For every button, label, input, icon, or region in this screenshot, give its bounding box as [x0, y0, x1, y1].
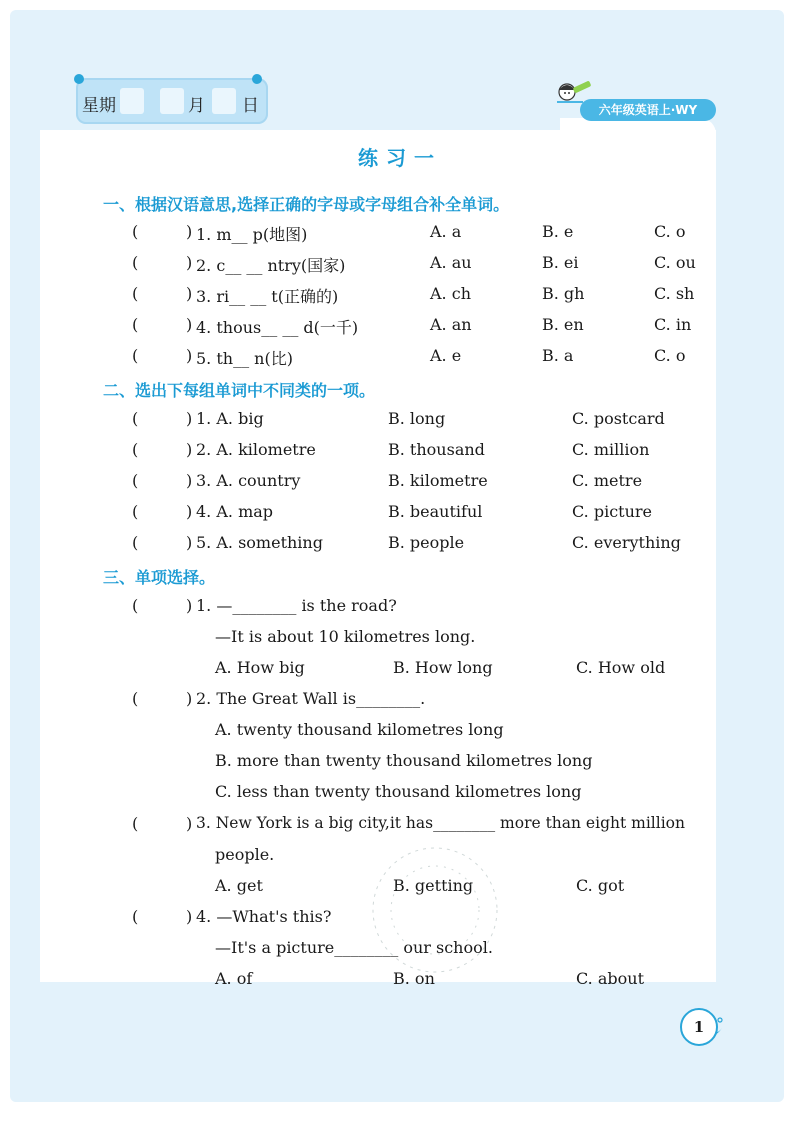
weekday-field[interactable]	[120, 88, 144, 114]
answer-paren[interactable]: (	[132, 689, 139, 708]
answer-paren-close: )	[186, 814, 193, 833]
answer-paren[interactable]: (	[132, 409, 139, 428]
option-a: 3. A. country	[196, 471, 301, 490]
option-a: A. get	[215, 876, 263, 895]
question-row	[0, 409, 800, 433]
option-b: B. people	[388, 533, 465, 552]
question-reply: —It's a picture________ our school.	[215, 938, 493, 957]
option-a: 5. A. something	[196, 533, 323, 552]
question-row	[0, 284, 800, 308]
answer-paren[interactable]: (	[132, 315, 139, 334]
option-b: B. long	[388, 409, 446, 428]
option-b: B. getting	[393, 876, 474, 895]
answer-paren-close: )	[186, 907, 193, 926]
option-c: C. about	[576, 969, 644, 988]
answer-paren-close: )	[186, 471, 193, 490]
answer-paren[interactable]: (	[132, 502, 139, 521]
question-text-continued: people.	[215, 845, 275, 864]
section-heading: 三、单项选择。	[103, 568, 216, 587]
option-b: B. kilometre	[388, 471, 488, 490]
answer-paren[interactable]: (	[132, 533, 139, 552]
option-a: 1. A. big	[196, 409, 264, 428]
answer-paren[interactable]: (	[132, 907, 139, 926]
option-b: B. e	[542, 222, 574, 241]
option-c: C. in	[654, 315, 692, 334]
answer-paren[interactable]: (	[132, 440, 139, 459]
answer-paren[interactable]: (	[132, 471, 139, 490]
option-a: A. au	[430, 253, 472, 272]
day-label: 日	[242, 96, 259, 116]
option-a: A. of	[215, 969, 253, 988]
option-c: C. million	[572, 440, 650, 459]
question-row	[0, 596, 800, 620]
question-row	[0, 346, 800, 370]
month-label: 月	[188, 96, 205, 116]
section-heading: 二、选出下每组单词中不同类的一项。	[103, 381, 376, 400]
question-text: 1. —________ is the road?	[196, 596, 397, 615]
page-title: 练习一	[358, 146, 442, 170]
option-b: B. en	[542, 315, 584, 334]
answer-paren-close: )	[186, 689, 193, 708]
answer-paren-close: )	[186, 409, 193, 428]
question-text: 5. th__ n(比)	[196, 349, 293, 368]
question-row	[0, 689, 800, 713]
question-row	[0, 502, 800, 526]
option-a: 2. A. kilometre	[196, 440, 316, 459]
answer-paren-close: )	[186, 315, 193, 334]
question-text: 1. m__ p(地图)	[196, 225, 308, 244]
grade-badge: 六年级英语上·WY	[580, 99, 716, 121]
option-c: C. ou	[654, 253, 696, 272]
option-c: C. less than twenty thousand kilometres long	[215, 782, 582, 801]
question-text: 4. thous__ __ d(一千)	[196, 318, 359, 337]
answer-paren[interactable]: (	[132, 814, 139, 833]
question-row	[0, 471, 800, 495]
answer-paren[interactable]: (	[132, 346, 139, 365]
question-row	[0, 533, 800, 557]
answer-paren-close: )	[186, 346, 193, 365]
option-a: A. a	[430, 222, 462, 241]
answer-paren[interactable]: (	[132, 284, 139, 303]
option-c: C. sh	[654, 284, 695, 303]
question-reply: —It is about 10 kilometres long.	[215, 627, 476, 646]
option-b: B. on	[393, 969, 435, 988]
pin-icon	[252, 74, 262, 84]
pin-icon	[74, 74, 84, 84]
answer-paren-close: )	[186, 284, 193, 303]
question-text: 2. c__ __ ntry(国家)	[196, 256, 346, 275]
answer-paren-close: )	[186, 533, 193, 552]
answer-paren-close: )	[186, 440, 193, 459]
option-b: B. ei	[542, 253, 579, 272]
option-c: C. o	[654, 222, 686, 241]
answer-paren-close: )	[186, 596, 193, 615]
answer-paren[interactable]: (	[132, 222, 139, 241]
option-b: B. a	[542, 346, 574, 365]
answer-paren[interactable]: (	[132, 596, 139, 615]
option-a: 4. A. map	[196, 502, 274, 521]
question-text: 2. The Great Wall is________.	[196, 689, 426, 708]
option-a: A. e	[430, 346, 462, 365]
question-row	[0, 315, 800, 339]
answer-paren[interactable]: (	[132, 253, 139, 272]
date-box	[76, 78, 268, 124]
option-b: B. more than twenty thousand kilometres long	[215, 751, 593, 770]
option-c: C. picture	[572, 502, 653, 521]
answer-paren-close: )	[186, 502, 193, 521]
question-row	[0, 440, 800, 464]
option-c: C. postcard	[572, 409, 665, 428]
option-a: A. twenty thousand kilometres long	[215, 720, 504, 739]
watermark-stamp	[355, 830, 515, 990]
option-c: C. How old	[576, 658, 666, 677]
option-c: C. metre	[572, 471, 643, 490]
day-field[interactable]	[212, 88, 236, 114]
option-b: B. beautiful	[388, 502, 483, 521]
page-number: 1	[680, 1008, 718, 1046]
option-c: C. got	[576, 876, 625, 895]
weekday-label: 星期	[82, 96, 116, 116]
month-field[interactable]	[160, 88, 184, 114]
option-b: B. How long	[393, 658, 493, 677]
question-text: 3. ri__ __ t(正确的)	[196, 287, 339, 306]
option-a: A. How big	[215, 658, 305, 677]
question-text: 4. —What's this?	[196, 907, 332, 926]
option-b: B. gh	[542, 284, 585, 303]
option-c: C. o	[654, 346, 686, 365]
question-text: 3. New York is a big city,it has________ more than eight million	[196, 814, 685, 832]
section-heading: 一、根据汉语意思,选择正确的字母或字母组合补全单词。	[103, 195, 510, 214]
option-b: B. thousand	[388, 440, 485, 459]
answer-paren-close: )	[186, 253, 193, 272]
question-row	[0, 253, 800, 277]
option-a: A. ch	[430, 284, 471, 303]
question-row	[0, 222, 800, 246]
option-a: A. an	[430, 315, 472, 334]
answer-paren-close: )	[186, 222, 193, 241]
option-c: C. everything	[572, 533, 681, 552]
